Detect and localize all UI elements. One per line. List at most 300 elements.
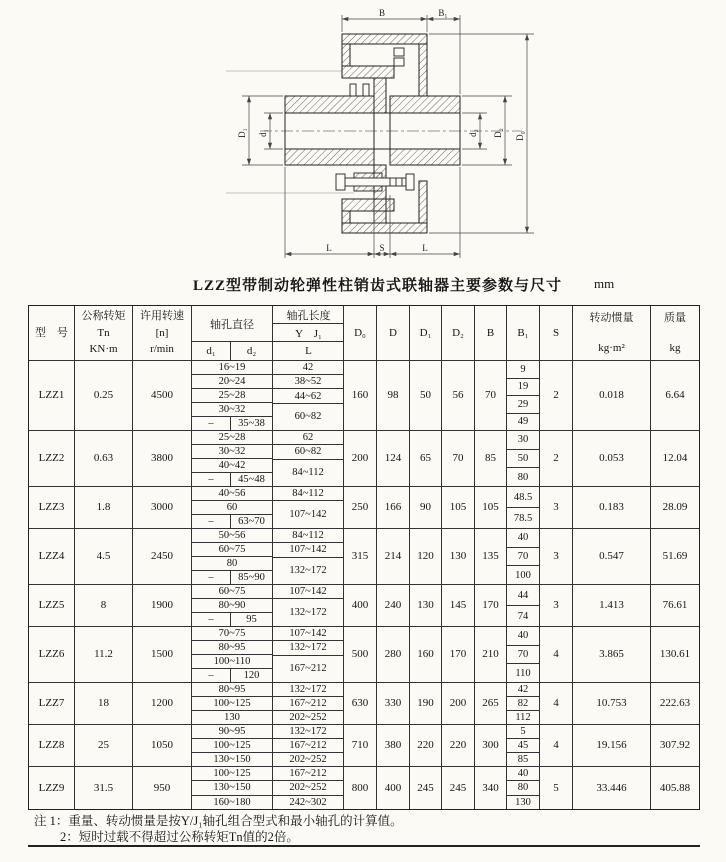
drawing-shape	[344, 178, 406, 186]
cell-torque: 31.5	[75, 767, 133, 809]
pin-bolt-detail	[336, 173, 414, 191]
cell-S: 3	[540, 529, 573, 584]
cell-D1: 65	[410, 431, 442, 486]
cell-D2: 220	[442, 725, 475, 766]
header-bore-length: 轴孔长度	[273, 306, 344, 324]
length-range: 42	[273, 361, 343, 375]
bore-range: 16~19	[218, 362, 246, 373]
cell-model: LZZ3	[29, 487, 75, 528]
header-torque-line2: Tn	[97, 326, 110, 339]
bore-d1: –	[192, 613, 231, 626]
bore-d2: 45~48	[238, 474, 265, 485]
length-range: 107~142	[273, 543, 343, 557]
bore-d2: 85~90	[238, 572, 265, 583]
cell-torque: 18	[75, 683, 133, 724]
length-range: 38~52	[273, 375, 343, 389]
cell-B1-value: 74	[517, 610, 529, 622]
bore-subrow	[192, 403, 272, 417]
header-D1: D₁	[410, 306, 442, 360]
length-range: 107~142	[289, 509, 327, 521]
cell-B1-value: 70	[507, 646, 539, 665]
drawing-shape	[285, 96, 374, 113]
drawing-shape	[394, 58, 404, 66]
cell-mass: 130.61	[659, 648, 691, 661]
length-range: 84~112	[292, 467, 324, 479]
bore-range: 25~28	[218, 390, 246, 401]
header-torque-line1: 公称转矩	[81, 310, 126, 323]
cell-torque: 25	[75, 725, 133, 766]
cell-S: 4	[540, 683, 573, 724]
header-L: L	[305, 345, 312, 357]
cell-speed: 1050	[133, 725, 192, 766]
cell-B1-value: 78.5	[513, 512, 533, 524]
bore-subrow	[192, 753, 272, 766]
length-range: 202~252	[289, 712, 327, 723]
cell-D: 214	[377, 529, 410, 584]
cell-D0: 500	[344, 627, 377, 682]
header-inertia-line2: kg·m²	[598, 341, 625, 354]
header-speed-line1: 许用转速	[140, 310, 184, 323]
cell-inertia: 33.446	[573, 767, 651, 809]
length-range: 107~142	[273, 585, 343, 599]
bore-diameter-group	[192, 767, 273, 809]
bore-subrow	[192, 417, 272, 430]
notes	[34, 813, 403, 845]
bore-subrow	[192, 641, 272, 655]
header-mass-line2: kg	[669, 341, 681, 354]
length-range: 107~142	[273, 627, 343, 641]
length-range: 60~82	[273, 445, 343, 459]
cell-model: LZZ7	[29, 683, 75, 724]
B1-group	[507, 487, 540, 528]
bore-subrow	[192, 796, 272, 809]
header-speed-line3: r/min	[150, 343, 174, 356]
title-row	[0, 274, 726, 296]
header-D2: D₂	[442, 306, 475, 360]
header-mass-line1: 质量	[664, 312, 686, 324]
bore-range: 80~95	[218, 642, 246, 653]
cell-D2: 145	[442, 585, 475, 626]
cell-D0: 630	[344, 683, 377, 724]
bore-range: 60~75	[218, 544, 246, 555]
bore-subrow	[192, 767, 272, 781]
bore-length-group	[273, 683, 344, 724]
cell-D0: 315	[344, 529, 377, 584]
drawing-shape	[394, 48, 404, 56]
bore-d2: 35~38	[238, 418, 265, 429]
cell-inertia: 19.156	[573, 725, 651, 766]
dim-label-L-left: L	[326, 243, 332, 253]
cell-B1-value: 45	[507, 739, 539, 753]
dim-label-d1: d₁	[258, 129, 268, 137]
cell-D: 98	[377, 361, 410, 430]
bore-range: 100~125	[213, 740, 251, 751]
bore-range: 100~125	[213, 768, 251, 780]
length-range: 84~112	[273, 529, 343, 543]
cell-torque: 8	[75, 585, 133, 626]
bore-d1: –	[192, 417, 231, 430]
cell-B: 70	[475, 361, 507, 430]
header-d2: d₂	[231, 342, 273, 360]
header-D0: D₀	[344, 306, 377, 360]
cell-S: 5	[540, 767, 573, 809]
cell-D2: 130	[442, 529, 475, 584]
dim-label-B: B	[378, 8, 386, 18]
cell-D0: 160	[344, 361, 377, 430]
drawing-shape	[350, 84, 356, 96]
bore-subrow	[192, 613, 272, 626]
cell-inertia: 0.018	[573, 361, 651, 430]
bore-length-group	[273, 627, 344, 682]
bore-subrow	[192, 515, 272, 528]
cell-D0: 200	[344, 431, 377, 486]
cell-D2: 245	[442, 767, 475, 809]
cell-torque: 11.2	[75, 627, 133, 682]
bore-subrow	[192, 543, 272, 557]
table-row-LZZ4	[29, 529, 699, 585]
cell-B: 105	[475, 487, 507, 528]
bottom-rule	[28, 845, 700, 847]
dim-label-B1: B₁	[438, 8, 448, 18]
bore-range: 100~110	[213, 656, 251, 667]
cell-B1-value: 48.5	[507, 487, 539, 508]
cell-B1-value: 42	[507, 683, 539, 697]
bore-length-group	[273, 585, 344, 626]
bore-subrow	[192, 375, 272, 389]
cell-inertia: 1.413	[573, 585, 651, 626]
cell-inertia: 10.753	[573, 683, 651, 724]
bore-subrow	[192, 445, 272, 459]
bore-subrow	[192, 501, 272, 515]
table-row-LZZ3	[29, 487, 699, 529]
cell-B1-value: 49	[517, 416, 529, 428]
table-row-LZZ8	[29, 725, 699, 767]
cell-B1-value: 82	[507, 697, 539, 711]
cell-B1-value: 19	[507, 379, 539, 397]
cell-B1-value: 9	[507, 361, 539, 379]
length-range: 132~172	[273, 641, 343, 655]
bore-range: 130	[224, 712, 240, 723]
bore-range: 60	[226, 502, 238, 513]
bore-subrow	[192, 683, 272, 697]
header-torque	[75, 306, 133, 360]
bore-diameter-group	[192, 627, 273, 682]
length-range: 167~212	[273, 739, 343, 753]
bore-range: 70~75	[218, 628, 246, 639]
bore-subrow	[192, 585, 272, 599]
cell-inertia: 0.053	[573, 431, 651, 486]
coupling-drawing	[222, 6, 542, 272]
header-bore-group	[192, 306, 344, 360]
drawing-shape	[363, 84, 369, 96]
note-line-2: 2：短时过载不得超过公称转矩Tn值的2倍。	[60, 830, 299, 844]
cell-model: LZZ9	[29, 767, 75, 809]
cell-model: LZZ1	[29, 361, 75, 430]
B1-group	[507, 767, 540, 809]
cell-mass: 51.69	[662, 550, 688, 563]
cell-B: 300	[475, 725, 507, 766]
bore-diameter-group	[192, 529, 273, 584]
header-torque-line3: KN·m	[89, 343, 118, 356]
bore-range: 30~32	[218, 446, 246, 457]
cell-D2: 70	[442, 431, 475, 486]
bore-subrow	[192, 431, 272, 445]
bore-length-group	[273, 725, 344, 766]
cell-mass: 222.63	[659, 697, 691, 710]
bore-length-group	[273, 487, 344, 528]
cell-D1: 90	[410, 487, 442, 528]
cell-model: LZZ2	[29, 431, 75, 486]
length-range: 44~62	[273, 389, 343, 403]
cell-B: 135	[475, 529, 507, 584]
dim-label-D1: D₁	[237, 128, 247, 138]
header-yj1: Y J₁	[273, 324, 344, 342]
cell-torque: 4.5	[75, 529, 133, 584]
drawing-shape	[342, 44, 350, 66]
length-range: 202~252	[273, 781, 343, 795]
drawing-shape	[285, 149, 374, 165]
bore-range: 20~24	[218, 376, 246, 387]
cell-S: 2	[540, 431, 573, 486]
cell-S: 4	[540, 725, 573, 766]
bore-subrow	[192, 781, 272, 795]
header-B1: B₁	[507, 306, 540, 360]
cell-D0: 710	[344, 725, 377, 766]
length-range: 167~212	[273, 767, 343, 781]
cell-model: LZZ6	[29, 627, 75, 682]
header-speed	[133, 306, 192, 360]
bore-subrow	[192, 711, 272, 724]
length-range: 167~212	[289, 663, 327, 675]
bore-range: 130~150	[213, 754, 251, 765]
table-row-LZZ9	[29, 767, 699, 809]
cell-D1: 245	[410, 767, 442, 809]
cell-B1-value: 40	[507, 767, 539, 781]
cell-B1-value: 40	[507, 627, 539, 646]
cell-B1-value: 112	[515, 712, 531, 723]
cell-mass: 76.61	[662, 599, 688, 612]
cell-D2: 200	[442, 683, 475, 724]
cell-S: 3	[540, 487, 573, 528]
header-speed-line2: [n]	[155, 326, 169, 339]
cell-mass: 405.88	[659, 781, 691, 794]
bore-diameter-group	[192, 725, 273, 766]
page-title: LZZ型带制动轮弹性柱销齿式联轴器主要参数与尺寸	[193, 278, 563, 294]
cell-mass: 12.04	[662, 452, 688, 465]
drawing-shape	[342, 199, 394, 211]
length-range: 167~212	[273, 697, 343, 711]
drawing-shape	[419, 44, 427, 96]
cell-B: 340	[475, 767, 507, 809]
drawing-shape	[342, 66, 394, 78]
cell-D1: 190	[410, 683, 442, 724]
bore-subrow	[192, 459, 272, 473]
table-body	[29, 361, 699, 809]
bore-subrow	[192, 361, 272, 375]
length-range: 202~252	[289, 754, 327, 765]
cell-D: 380	[377, 725, 410, 766]
bore-subrow	[192, 529, 272, 543]
length-range: 132~172	[273, 683, 343, 697]
bore-range: 50~56	[218, 530, 246, 541]
drawing-shape	[419, 181, 427, 223]
cell-D1: 160	[410, 627, 442, 682]
cell-inertia: 0.183	[573, 487, 651, 528]
bore-d1: –	[192, 515, 231, 528]
drawing-shape	[406, 174, 414, 190]
B1-group	[507, 529, 540, 584]
bore-diameter-group	[192, 585, 273, 626]
cell-D0: 400	[344, 585, 377, 626]
cell-B: 265	[475, 683, 507, 724]
cell-B1-value: 29	[507, 396, 539, 414]
length-range: 84~112	[273, 487, 343, 501]
cell-D0: 800	[344, 767, 377, 809]
dim-label-S: S	[379, 243, 385, 253]
bore-diameter-group	[192, 431, 273, 486]
cell-model: LZZ8	[29, 725, 75, 766]
coupling-section	[285, 34, 460, 233]
cell-speed: 3000	[133, 487, 192, 528]
bore-range: 100~125	[213, 698, 251, 709]
header-model: 型 号	[29, 306, 75, 360]
cell-S: 3	[540, 585, 573, 626]
cell-inertia: 3.865	[573, 627, 651, 682]
header-d1: d₁	[192, 342, 231, 360]
drawing-shape	[374, 78, 386, 113]
cell-mass: 28.09	[662, 501, 688, 514]
bore-diameter-group	[192, 361, 273, 430]
bore-subrow	[192, 655, 272, 669]
bore-length-group	[273, 431, 344, 486]
header-bore-diameter: 轴孔直径	[192, 306, 273, 342]
bore-subrow	[192, 669, 272, 682]
bore-subrow	[192, 739, 272, 753]
bore-range: 130~150	[213, 782, 251, 794]
dim-label-L-right: L	[422, 243, 428, 253]
bore-subrow	[192, 697, 272, 711]
cell-B1-value: 5	[507, 725, 539, 739]
cell-S: 4	[540, 627, 573, 682]
drawing-shape	[342, 211, 350, 223]
header-S: S	[540, 306, 573, 360]
length-range: 132~172	[273, 725, 343, 739]
cell-B1-value: 80	[517, 471, 529, 483]
header-D: D	[377, 306, 410, 360]
cell-B: 210	[475, 627, 507, 682]
bore-diameter-group	[192, 683, 273, 724]
table-row-LZZ7	[29, 683, 699, 725]
B1-group	[507, 361, 540, 430]
cell-B1-value: 100	[515, 569, 531, 581]
cell-D: 240	[377, 585, 410, 626]
drawing-shape	[390, 149, 460, 165]
bore-d1: –	[192, 571, 231, 584]
cell-D: 400	[377, 767, 410, 809]
table-row-LZZ6	[29, 627, 699, 683]
bore-subrow	[192, 599, 272, 613]
length-range: 132~172	[289, 565, 327, 577]
cell-B1-value: 130	[515, 796, 531, 808]
cell-model: LZZ5	[29, 585, 75, 626]
table-row-LZZ5	[29, 585, 699, 627]
bore-subrow	[192, 557, 272, 571]
cell-speed: 2450	[133, 529, 192, 584]
bore-d2: 63~70	[238, 516, 265, 527]
cell-D1: 130	[410, 585, 442, 626]
header-B: B	[475, 306, 507, 360]
cell-speed: 950	[133, 767, 192, 809]
bore-range: 60~75	[218, 586, 246, 597]
bore-range: 30~32	[218, 404, 246, 415]
drawing-shape	[390, 96, 460, 113]
cell-torque: 1.8	[75, 487, 133, 528]
bore-range: 40~42	[218, 460, 246, 471]
bore-d2: 120	[243, 670, 260, 681]
cell-B1-value: 30	[507, 431, 539, 450]
length-range: 132~172	[289, 607, 327, 619]
bore-subrow	[192, 571, 272, 584]
drawing-shape	[336, 174, 345, 190]
bore-range: 25~28	[218, 432, 246, 443]
B1-group	[507, 431, 540, 486]
drawing-shape	[342, 223, 427, 233]
bore-subrow	[192, 627, 272, 641]
table-row-LZZ1	[29, 361, 699, 431]
cell-D: 280	[377, 627, 410, 682]
cell-D0: 250	[344, 487, 377, 528]
bore-subrow	[192, 725, 272, 739]
cell-B1-value: 40	[507, 529, 539, 548]
dim-label-D0: D₀	[515, 131, 525, 141]
cell-model: LZZ4	[29, 529, 75, 584]
B1-group	[507, 585, 540, 626]
cell-B1-value: 110	[515, 667, 531, 679]
bore-d1: –	[192, 473, 231, 486]
dim-label-d2: d₂	[468, 129, 478, 137]
cell-B1-value: 50	[507, 450, 539, 469]
length-range: 60~82	[294, 411, 322, 423]
cell-B: 85	[475, 431, 507, 486]
cell-speed: 1900	[133, 585, 192, 626]
bore-d2: 95	[246, 614, 257, 625]
table-row-LZZ2	[29, 431, 699, 487]
cell-inertia: 0.547	[573, 529, 651, 584]
length-range: 242~302	[289, 796, 327, 808]
bore-length-group	[273, 767, 344, 809]
cell-mass: 307.92	[659, 739, 691, 752]
length-range: 62	[273, 431, 343, 445]
bore-range: 160~180	[213, 796, 251, 808]
B1-group	[507, 683, 540, 724]
cell-D: 166	[377, 487, 410, 528]
cell-B1-value: 85	[517, 754, 529, 765]
bore-subrow	[192, 487, 272, 501]
bore-range: 80~90	[218, 600, 246, 611]
table-header-row	[29, 306, 699, 361]
B1-group	[507, 725, 540, 766]
unit-label: mm	[594, 276, 615, 291]
dimension-lines	[242, 15, 534, 258]
cell-torque: 0.63	[75, 431, 133, 486]
bore-diameter-group	[192, 487, 273, 528]
cell-mass: 6.64	[665, 389, 685, 402]
header-mass	[651, 306, 699, 360]
cell-speed: 4500	[133, 361, 192, 430]
cell-speed: 1200	[133, 683, 192, 724]
cell-D1: 220	[410, 725, 442, 766]
cell-D1: 50	[410, 361, 442, 430]
